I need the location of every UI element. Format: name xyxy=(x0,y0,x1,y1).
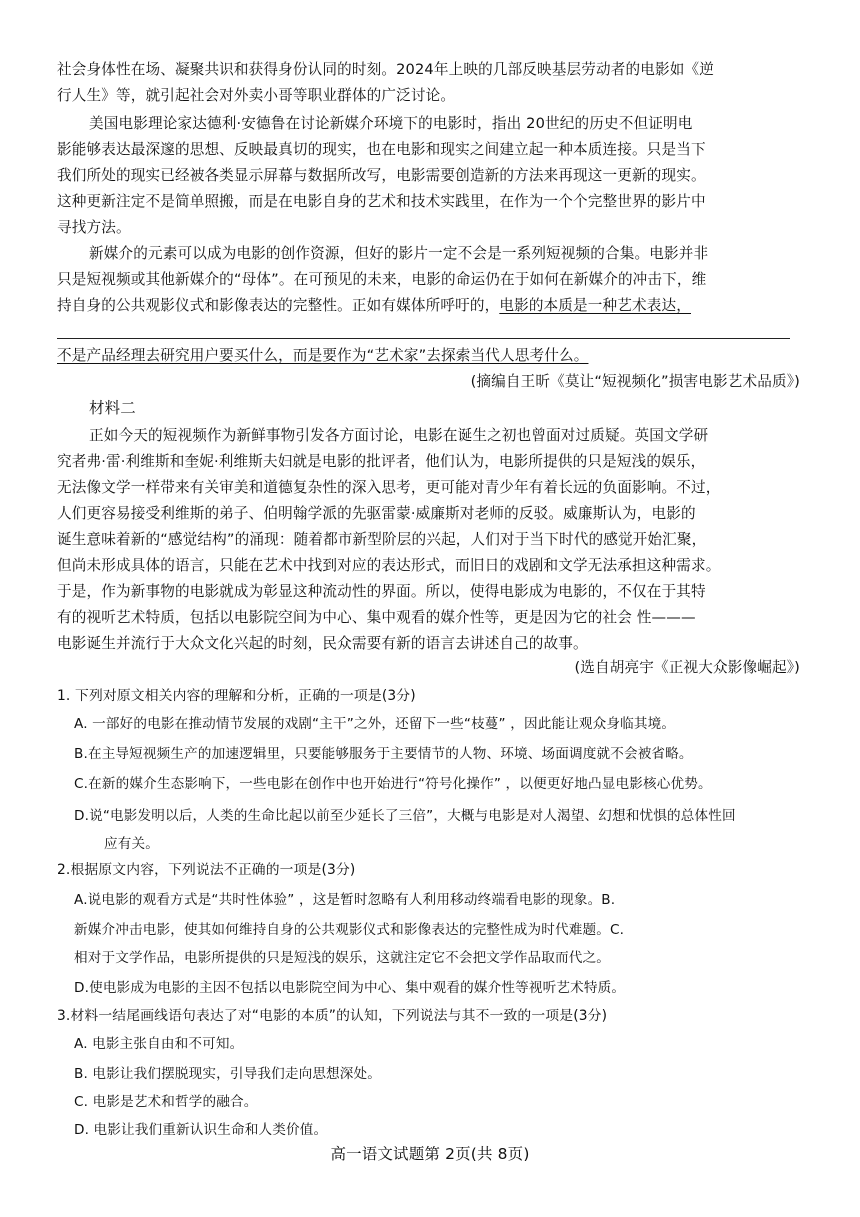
underlined-sentence-part1: 电影的本质是一种艺术表达， xyxy=(499,297,691,314)
para1-line2: 行人生》等，就引起社会对外卖小哥等职业群体的广泛讨论。 xyxy=(57,87,456,104)
material2-line3: 无法像文学一样带来有关审美和道德复杂性的深入思考，更可能对青少年有着长远的负面影响。不过， xyxy=(57,479,721,496)
q2-stem: 2.根据原文内容，下列说法不正确的一项是(3分) xyxy=(57,862,356,878)
para3-line2: 只是短视频或其他新媒介的“母体”。在可预见的未来，电影的命运仍在于如何在新媒介的冲击下，维 xyxy=(57,271,707,288)
q2-options-line3: 相对于文学作品，电影所提供的只是短浅的娱乐，这就注定它不会把文学作品取而代之。 xyxy=(74,950,611,966)
underline-rule xyxy=(57,338,790,339)
material2-line5: 诞生意味着新的“感觉结构”的涌现：随着都市新型阶层的兴起，人们对于当下时代的感觉开始汇聚， xyxy=(57,531,707,548)
q3-option-d: D. 电影让我们重新认识生命和人类价值。 xyxy=(74,1122,328,1138)
material2-line8: 有的视听艺术特质，包括以电影院空间为中心、集中观看的媒介性等，更是因为它的社会 性——— xyxy=(57,609,696,626)
q2-options-line4: D.使电影成为电影的主因不包括以电影院空间为中心、集中观看的媒介性等视听艺术特质。 xyxy=(74,980,626,996)
para2-line1: 美国电影理论家达德利·安德鲁在讨论新媒介环境下的电影时，指出 20世纪的历史不但证明电 xyxy=(89,115,693,132)
q3-option-b: B. 电影让我们摆脱现实，引导我们走向思想深处。 xyxy=(74,1066,382,1082)
material2-line1: 正如今天的短视频作为新鲜事物引发各方面讨论，电影在诞生之初也曾面对过质疑。英国文学研 xyxy=(89,427,709,444)
para2-line5: 寻找方法。 xyxy=(57,219,131,236)
material2-line9: 电影诞生并流行于大众文化兴起的时刻，民众需要有新的语言去讲述自己的故事。 xyxy=(57,635,588,652)
material1-source: (摘编自王昕《莫让“短视频化”损害电影艺术品质》) xyxy=(470,373,800,390)
q1-option-a: A. 一部好的电影在推动情节发展的戏剧“主干”之外，还留下一些“枝蔓” ，因此能让观众身临其境。 xyxy=(74,716,676,732)
q1-option-c: C.在新的媒介生态影响下，一些电影在创作中也开始进行“符号化操作” ，以便更好地凸显电影核心优势。 xyxy=(74,776,712,792)
material2-line4: 人们更容易接受利维斯的弟子、伯明翰学派的先驱雷蒙·威廉斯对老师的反驳。威廉斯认为，电影的 xyxy=(57,505,696,522)
q1-option-d-line1: D.说“电影发明以后，人类的生命比起以前至少延长了三倍”，大概与电影是对人渴望、幻想和忧惧的总体性回 xyxy=(74,808,736,824)
material2-line6: 但尚未形成具体的语言，只能在艺术中找到对应的表达形式，而旧日的戏剧和文学无法承担这种需求。 xyxy=(57,557,721,574)
material2-line2: 究者弗·雷·利维斯和奎妮·利维斯夫妇就是电影的批评者，他们认为，电影所提供的只是短浅的娱乐， xyxy=(57,453,706,470)
para1-line1: 社会身体性在场、凝聚共识和获得身份认同的时刻。2024年上映的几部反映基层劳动者的电影如《逆 xyxy=(57,61,714,78)
material2-line7: 于是，作为新事物的电影就成为彰显这种流动性的界面。所以，使得电影成为电影的，不仅在于其特 xyxy=(57,583,706,600)
q2-options-line2: 新媒介冲击电影，使其如何维持自身的公共观影仪式和影像表达的完整性成为时代难题。C. xyxy=(74,922,625,938)
page-footer: 高一语文试题第 2页(共 8页) xyxy=(330,1145,530,1163)
material2-source: (选自胡亮宇《正视大众影像崛起》) xyxy=(574,659,800,676)
underlined-sentence-part2: 不是产品经理去研究用户要买什么，而是要作为“艺术家”去探索当代人思考什么。 xyxy=(57,347,589,364)
para2-line3: 我们所处的现实已经被各类显示屏幕与数据所改写，电影需要创造新的方法来再现这一更新的现实。 xyxy=(57,167,706,184)
q3-option-c: C. 电影是艺术和哲学的融合。 xyxy=(74,1094,258,1110)
q3-option-a: A. 电影主张自由和不可知。 xyxy=(74,1036,244,1052)
para3-line3-text: 持自身的公共观影仪式和影像表达的完整性。正如有媒体所呼吁的， xyxy=(57,297,500,314)
para3-line3 xyxy=(57,296,691,316)
para3-line1: 新媒介的元素可以成为电影的创作资源，但好的影片一定不会是一系列短视频的合集。电影并非 xyxy=(89,245,709,262)
q1-stem: 1. 下列对原文相关内容的理解和分析，正确的一项是(3分) xyxy=(57,688,416,704)
para2-line4: 这种更新注定不是简单照搬，而是在电影自身的艺术和技术实践里，在作为一个个完整世界的影片中 xyxy=(57,193,706,210)
material2-title: 材料二 xyxy=(89,399,136,417)
q1-option-d-line2: 应有关。 xyxy=(104,836,159,852)
para2-line2: 影能够表达最深邃的思想、反映最真切的现实，也在电影和现实之间建立起一种本质连接。只是当下 xyxy=(57,141,706,158)
q3-stem: 3.材料一结尾画线语句表达了对“电影的本质”的认知，下列说法与其不一致的一项是(3分) xyxy=(57,1008,608,1024)
q2-options-line1: A.说电影的观看方式是“共时性体验” ，这是暂时忽略有人利用移动终端看电影的现象。B. xyxy=(74,892,616,908)
q1-option-b: B.在主导短视频生产的加速逻辑里，只要能够服务于主要情节的人物、环境、场面调度就不会被省略。 xyxy=(74,746,693,762)
